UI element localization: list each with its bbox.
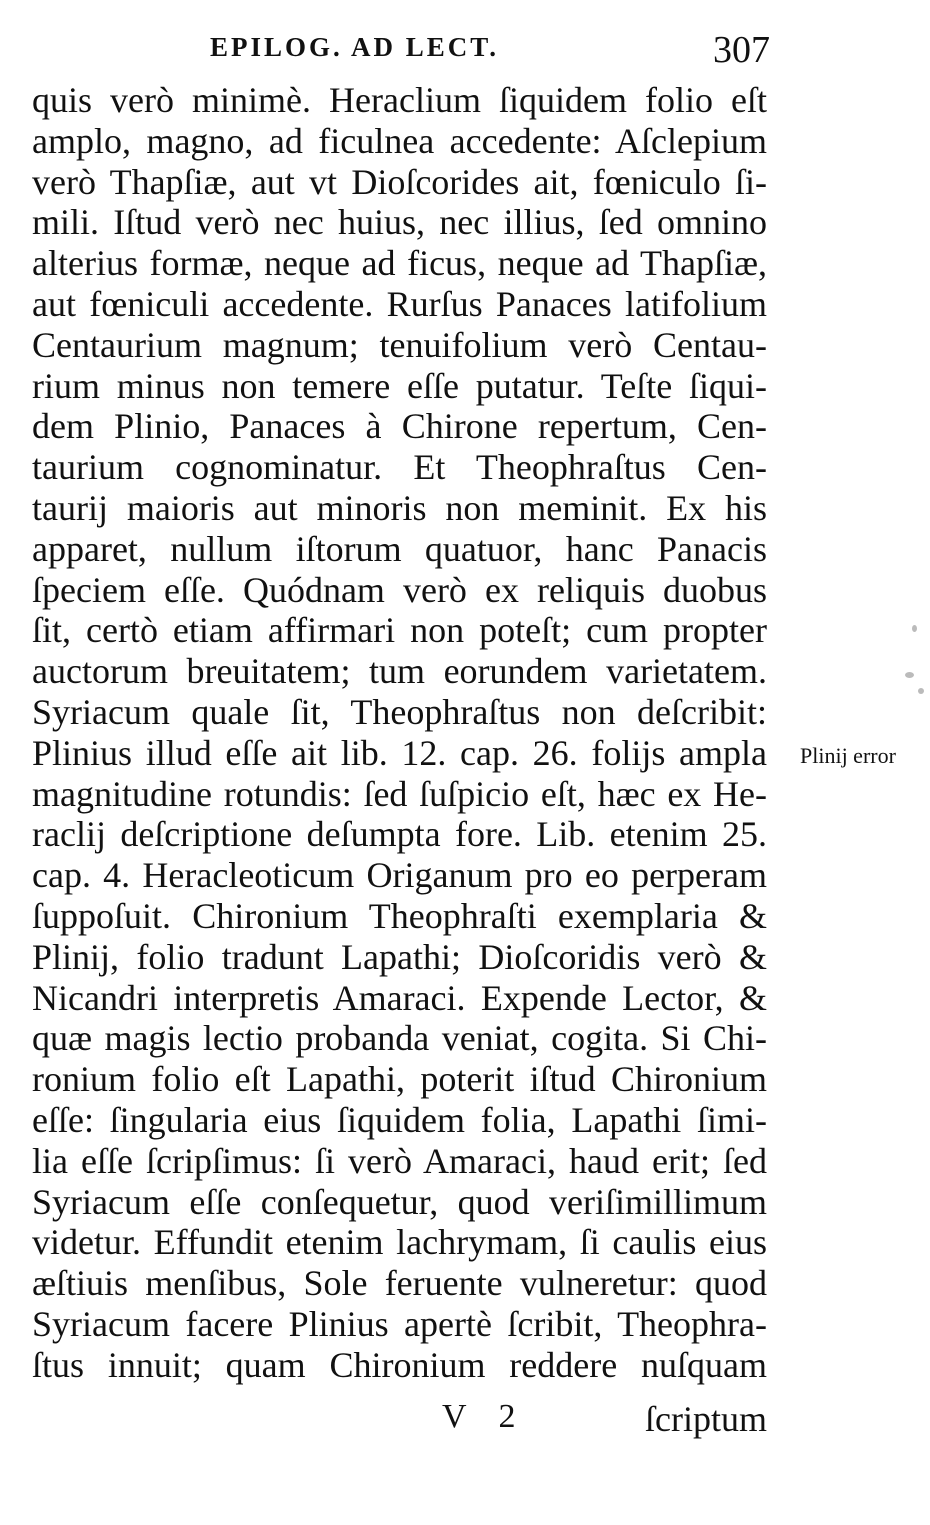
paper-speck xyxy=(905,672,914,678)
text-line: dem Plinio, Panaces à Chirone repertum, Cen- xyxy=(32,406,767,447)
text-line: eſſe: ſingularia eius ſiquidem folia, Lapathi ſimi- xyxy=(32,1099,767,1140)
text-line: Syriacum quale ſit, Theophraſtus non deſcribit: xyxy=(32,691,767,732)
text-line: ſpeciem eſſe. Quódnam verò ex reliquis duobus xyxy=(32,569,767,610)
text-line: rium minus non temere eſſe putatur. Teſte ſiqui- xyxy=(32,365,767,406)
text-line: apparet, nullum iſtorum quatuor, hanc Panacis xyxy=(32,528,767,569)
text-line: æſtiuis menſibus, Sole feruente vulneretur: quod xyxy=(32,1263,767,1304)
text-line: lia eſſe ſcripſimus: ſi verò Amaraci, haud erit; ſed xyxy=(32,1140,767,1181)
text-line: Plinius illud eſſe ait lib. 12. cap. 26. folijs ampla xyxy=(32,732,767,773)
text-line: ſuppoſuit. Chironium Theophraſti exemplaria & xyxy=(32,895,767,936)
text-line: quis verò minimè. Heraclium ſiquidem folio eſt xyxy=(32,80,767,120)
text-line: Nicandri interpretis Amaraci. Expende Lector, & xyxy=(32,977,767,1018)
signature-mark: V 2 xyxy=(442,1398,528,1435)
text-line: Centaurium magnum; tenuifolium verò Centau- xyxy=(32,324,767,365)
text-line: alterius formæ, neque ad ficus, neque ad Thapſiæ, xyxy=(32,243,767,284)
text-line: amplo, magno, ad ficulnea accedente: Aſclepium xyxy=(32,120,767,161)
text-line: verò Thapſiæ, aut vt Dioſcorides ait, fœniculo ſi- xyxy=(32,161,767,202)
text-line: Plinij, folio tradunt Lapathi; Dioſcoridis verò & xyxy=(32,936,767,977)
text-line: Syriacum eſſe conſequetur, quod veriſimillimum xyxy=(32,1181,767,1222)
paper-speck xyxy=(918,688,924,694)
text-line: aut fœniculi accedente. Rurſus Panaces latifolium xyxy=(32,283,767,324)
text-line: taurij maioris aut minoris non meminit. Ex his xyxy=(32,487,767,528)
catchword: ſcriptum xyxy=(645,1399,767,1439)
text-line: videtur. Effundit etenim lachrymam, ſi caulis eius xyxy=(32,1222,767,1263)
text-line: auctorum breuitatem; tum eorundem varietatem. xyxy=(32,651,767,692)
text-line: quæ magis lectio probanda veniat, cogita. Si Chi- xyxy=(32,1018,767,1059)
text-line: mili. Iſtud verò nec huius, nec illius, ſed omnino xyxy=(32,202,767,243)
running-head: EPILOG. AD LECT. xyxy=(210,32,500,62)
text-line: raclij deſcriptione deſumpta fore. Lib. etenim 25. xyxy=(32,814,767,855)
text-line: ſtus innuit; quam Chironium reddere nuſquam xyxy=(32,1344,767,1385)
text-line: magnitudine rotundis: ſed ſuſpicio eſt, hæc ex He- xyxy=(32,773,767,814)
page-footer xyxy=(32,1398,767,1442)
body-text xyxy=(32,80,767,1386)
text-line: ronium folio eſt Lapathi, poterit iſtud Chironium xyxy=(32,1059,767,1100)
text-line: ſit, certò etiam affirmari non poteſt; cum propter xyxy=(32,610,767,651)
paper-speck xyxy=(912,625,917,632)
text-line: taurium cognominatur. Et Theophraſtus Cen- xyxy=(32,447,767,488)
text-line: cap. 4. Heracleoticum Origanum pro eo perperam xyxy=(32,855,767,896)
page-number: 307 xyxy=(713,29,770,71)
text-line: Syriacum facere Plinius apertè ſcribit, Theophra- xyxy=(32,1303,767,1344)
marginal-note: Plinij error xyxy=(800,743,896,768)
page-header xyxy=(210,28,770,71)
